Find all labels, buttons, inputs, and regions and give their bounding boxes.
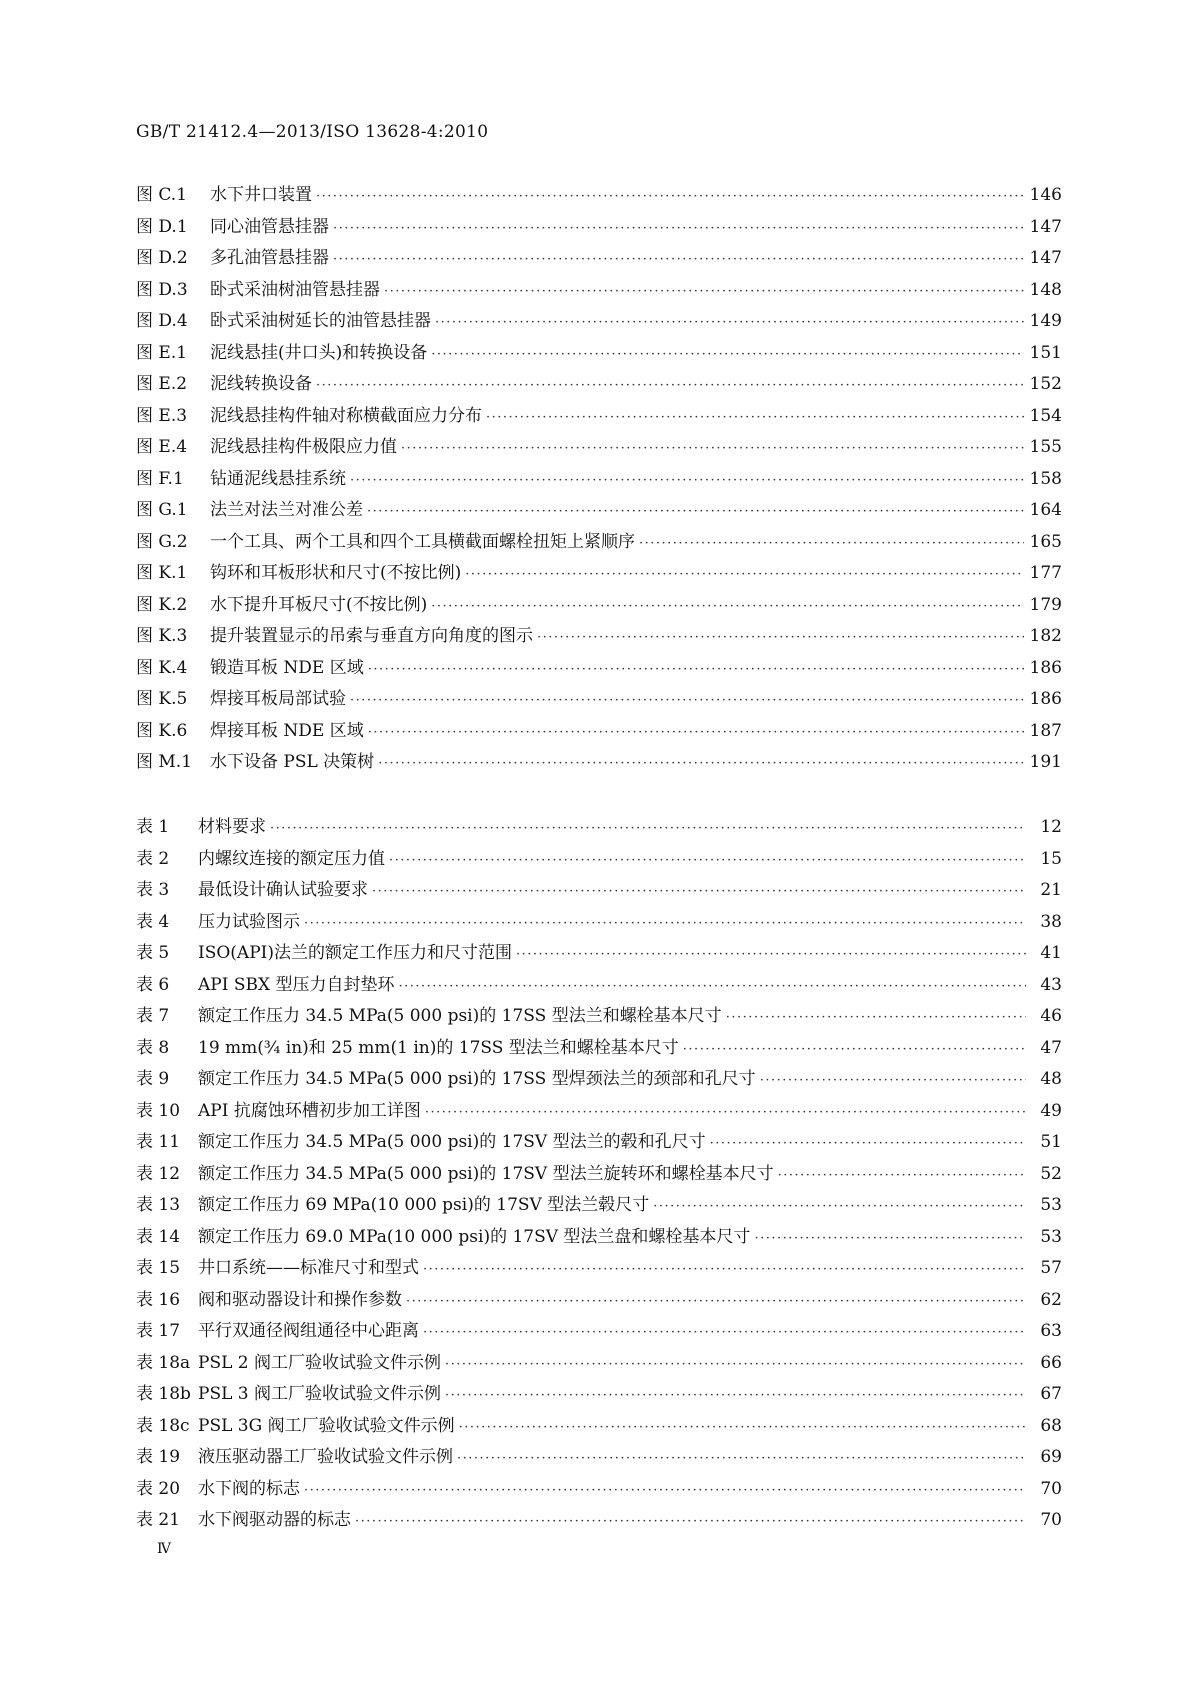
entry-label: 图 E.2 bbox=[136, 374, 188, 394]
page-number: Ⅳ bbox=[157, 1541, 171, 1557]
leader-dots bbox=[457, 1451, 1026, 1466]
leader-dots bbox=[431, 599, 1023, 614]
leader-dots bbox=[355, 1514, 1026, 1529]
entry-label: 表 16 bbox=[136, 1289, 181, 1310]
entry-title: 泥线悬挂构件轴对称横截面应力分布 bbox=[210, 405, 482, 426]
leader-dots bbox=[368, 725, 1024, 740]
entry-label: 表 2 bbox=[136, 848, 170, 869]
table-entry[interactable] bbox=[136, 970, 1062, 1002]
figure-entry[interactable] bbox=[136, 684, 1062, 716]
entry-label: 图 E.1 bbox=[136, 342, 188, 363]
entry-page-number: 12 bbox=[1040, 817, 1062, 837]
table-entry[interactable] bbox=[136, 1316, 1062, 1348]
figure-entry[interactable] bbox=[136, 527, 1062, 559]
entry-page-number: 154 bbox=[1029, 405, 1062, 426]
table-entry[interactable] bbox=[136, 875, 1062, 907]
figure-entry[interactable] bbox=[136, 464, 1062, 496]
table-entry[interactable] bbox=[136, 1253, 1062, 1285]
table-entry[interactable] bbox=[136, 1379, 1062, 1411]
entry-title: 泥线悬挂(井口头)和转换设备 bbox=[210, 342, 428, 363]
entry-title: API SBX 型压力自封垫环 bbox=[198, 974, 395, 995]
entry-page-number: 38 bbox=[1040, 911, 1062, 932]
entry-page-number: 186 bbox=[1029, 689, 1062, 709]
entry-label: 图 K.6 bbox=[136, 720, 188, 741]
table-entry[interactable] bbox=[136, 1159, 1062, 1191]
leader-dots bbox=[316, 189, 1024, 204]
table-entry[interactable] bbox=[136, 1096, 1062, 1128]
table-entry[interactable] bbox=[136, 1411, 1062, 1443]
entry-page-number: 182 bbox=[1029, 626, 1062, 646]
figure-entry[interactable] bbox=[136, 495, 1062, 527]
entry-title: 额定工作压力 69.0 MPa(10 000 psi)的 17SV 型法兰盘和螺栓基本尺寸 bbox=[198, 1226, 751, 1247]
entry-title: 水下阀驱动器的标志 bbox=[198, 1510, 351, 1530]
entry-page-number: 187 bbox=[1029, 720, 1062, 741]
leader-dots bbox=[710, 1136, 1026, 1151]
entry-title: 卧式采油树延长的油管悬挂器 bbox=[210, 311, 431, 331]
entry-page-number: 158 bbox=[1029, 468, 1062, 489]
table-entry[interactable] bbox=[136, 1474, 1062, 1506]
entry-label: 图 D.3 bbox=[136, 279, 188, 300]
entry-page-number: 41 bbox=[1040, 943, 1062, 963]
entry-label: 表 6 bbox=[136, 974, 170, 995]
entry-page-number: 146 bbox=[1029, 185, 1062, 205]
entry-title: 压力试验图示 bbox=[198, 911, 300, 932]
entry-page-number: 53 bbox=[1040, 1195, 1062, 1215]
leader-dots bbox=[459, 1420, 1026, 1435]
entry-title: 额定工作压力 34.5 MPa(5 000 psi)的 17SS 型法兰和螺栓基本尺寸 bbox=[198, 1006, 722, 1026]
entry-page-number: 62 bbox=[1040, 1289, 1062, 1310]
entry-title: 法兰对法兰对准公差 bbox=[210, 500, 363, 520]
entry-title: 钻通泥线悬挂系统 bbox=[210, 468, 346, 489]
figure-entry[interactable] bbox=[136, 621, 1062, 653]
table-entry[interactable] bbox=[136, 812, 1062, 844]
entry-label: 表 13 bbox=[136, 1195, 181, 1215]
entry-page-number: 15 bbox=[1040, 848, 1062, 869]
entry-label: 图 D.4 bbox=[136, 311, 188, 331]
entry-page-number: 63 bbox=[1040, 1321, 1062, 1341]
table-list bbox=[136, 812, 1062, 1537]
entry-page-number: 43 bbox=[1040, 974, 1062, 995]
entry-label: 表 12 bbox=[136, 1163, 181, 1184]
entry-label: 图 F.1 bbox=[136, 468, 184, 489]
entry-title: 平行双通径阀组通径中心距离 bbox=[198, 1321, 419, 1341]
figure-list bbox=[136, 180, 1062, 779]
leader-dots bbox=[333, 252, 1024, 267]
leader-dots bbox=[445, 1357, 1026, 1372]
entry-page-number: 70 bbox=[1040, 1478, 1062, 1499]
leader-dots bbox=[398, 979, 1026, 994]
leader-dots bbox=[778, 1168, 1026, 1183]
entry-page-number: 49 bbox=[1040, 1100, 1062, 1121]
entry-title: 内螺纹连接的额定压力值 bbox=[198, 848, 385, 869]
entry-label: 图 C.1 bbox=[136, 185, 188, 205]
leader-dots bbox=[378, 756, 1023, 771]
entry-page-number: 67 bbox=[1040, 1384, 1062, 1404]
entry-label: 图 K.5 bbox=[136, 689, 188, 709]
figure-entry[interactable] bbox=[136, 212, 1062, 244]
entry-page-number: 149 bbox=[1029, 311, 1062, 331]
figure-entry[interactable] bbox=[136, 243, 1062, 275]
entry-title: 19 mm(¾ in)和 25 mm(1 in)的 17SS 型法兰和螺栓基本尺寸 bbox=[198, 1037, 679, 1058]
figure-entry[interactable] bbox=[136, 338, 1062, 370]
entry-title: 额定工作压力 34.5 MPa(5 000 psi)的 17SS 型焊颈法兰的颈部和孔尺寸 bbox=[198, 1069, 756, 1089]
leader-dots bbox=[754, 1231, 1026, 1246]
entry-title: 泥线悬挂构件极限应力值 bbox=[210, 437, 397, 457]
entry-title: 同心油管悬挂器 bbox=[210, 216, 329, 237]
entry-title: 泥线转换设备 bbox=[210, 374, 312, 394]
leader-dots bbox=[445, 1388, 1026, 1403]
entry-title: 一个工具、两个工具和四个工具横截面螺栓扭矩上紧顺序 bbox=[210, 531, 635, 552]
figure-entry[interactable] bbox=[136, 590, 1062, 622]
leader-dots bbox=[384, 284, 1024, 299]
entry-title: 水下提升耳板尺寸(不按比例) bbox=[210, 594, 428, 615]
table-entry[interactable] bbox=[136, 907, 1062, 939]
table-entry[interactable] bbox=[136, 844, 1062, 876]
table-entry[interactable] bbox=[136, 1033, 1062, 1065]
leader-dots bbox=[516, 947, 1026, 962]
entry-label: 表 8 bbox=[136, 1037, 170, 1058]
leader-dots bbox=[372, 884, 1026, 899]
table-entry[interactable] bbox=[136, 1001, 1062, 1033]
entry-label: 图 K.2 bbox=[136, 594, 188, 615]
leader-dots bbox=[726, 1010, 1026, 1025]
entry-label: 表 19 bbox=[136, 1447, 181, 1467]
entry-label: 图 K.1 bbox=[136, 563, 188, 583]
table-entry[interactable] bbox=[136, 938, 1062, 970]
leader-dots bbox=[406, 1294, 1026, 1309]
entry-title: 井口系统——标准尺寸和型式 bbox=[198, 1258, 419, 1278]
entry-page-number: 70 bbox=[1040, 1510, 1062, 1530]
entry-title: 额定工作压力 34.5 MPa(5 000 psi)的 17SV 型法兰的毂和孔尺寸 bbox=[198, 1132, 706, 1152]
entry-label: 图 K.3 bbox=[136, 626, 188, 646]
entry-title: 阀和驱动器设计和操作参数 bbox=[198, 1289, 402, 1310]
entry-page-number: 165 bbox=[1029, 531, 1062, 552]
entry-label: 表 17 bbox=[136, 1321, 181, 1341]
entry-label: 表 21 bbox=[136, 1510, 181, 1530]
entry-label: 表 18c bbox=[136, 1415, 190, 1436]
entry-page-number: 51 bbox=[1040, 1132, 1062, 1152]
entry-label: 表 14 bbox=[136, 1226, 181, 1247]
entry-label: 表 20 bbox=[136, 1478, 181, 1499]
leader-dots bbox=[431, 347, 1023, 362]
entry-label: 图 G.1 bbox=[136, 500, 188, 520]
figure-entry[interactable] bbox=[136, 432, 1062, 464]
entry-label: 表 1 bbox=[136, 817, 170, 837]
entry-label: 表 4 bbox=[136, 911, 170, 932]
entry-title: PSL 2 阀工厂验收试验文件示例 bbox=[198, 1352, 441, 1373]
entry-title: PSL 3G 阀工厂验收试验文件示例 bbox=[198, 1415, 455, 1436]
figure-entry[interactable] bbox=[136, 401, 1062, 433]
figure-entry[interactable] bbox=[136, 747, 1062, 779]
entry-label: 表 18a bbox=[136, 1352, 191, 1373]
entry-page-number: 191 bbox=[1029, 752, 1062, 772]
figure-entry[interactable] bbox=[136, 716, 1062, 748]
entry-title: 卧式采油树油管悬挂器 bbox=[210, 279, 380, 300]
entry-label: 图 K.4 bbox=[136, 657, 188, 678]
table-entry[interactable] bbox=[136, 1348, 1062, 1380]
leader-dots bbox=[423, 1325, 1026, 1340]
entry-title: 锻造耳板 NDE 区域 bbox=[210, 657, 364, 678]
entry-label: 图 M.1 bbox=[136, 752, 193, 772]
leader-dots bbox=[316, 378, 1024, 393]
table-entry[interactable] bbox=[136, 1127, 1062, 1159]
leader-dots bbox=[423, 1262, 1026, 1277]
leader-dots bbox=[537, 630, 1024, 645]
entry-title: ISO(API)法兰的额定工作压力和尺寸范围 bbox=[198, 943, 512, 963]
figure-entry[interactable] bbox=[136, 180, 1062, 212]
entry-page-number: 47 bbox=[1040, 1037, 1062, 1058]
entry-title: 材料要求 bbox=[198, 817, 266, 837]
leader-dots bbox=[486, 410, 1024, 425]
leader-dots bbox=[401, 441, 1024, 456]
leader-dots bbox=[270, 821, 1026, 836]
table-entry[interactable] bbox=[136, 1190, 1062, 1222]
entry-title: 液压驱动器工厂验收试验文件示例 bbox=[198, 1447, 453, 1467]
entry-label: 表 7 bbox=[136, 1006, 170, 1026]
leader-dots bbox=[653, 1199, 1026, 1214]
table-entry[interactable] bbox=[136, 1285, 1062, 1317]
table-entry[interactable] bbox=[136, 1222, 1062, 1254]
figure-entry[interactable] bbox=[136, 275, 1062, 307]
entry-title: 提升装置显示的吊索与垂直方向角度的图示 bbox=[210, 626, 533, 646]
leader-dots bbox=[333, 221, 1024, 236]
entry-title: 最低设计确认试验要求 bbox=[198, 880, 368, 900]
leader-dots bbox=[304, 916, 1026, 931]
leader-dots bbox=[367, 504, 1024, 519]
entry-page-number: 21 bbox=[1040, 880, 1062, 900]
entry-page-number: 148 bbox=[1029, 279, 1062, 300]
entry-page-number: 46 bbox=[1040, 1006, 1062, 1026]
entry-page-number: 66 bbox=[1040, 1352, 1062, 1373]
entry-title: PSL 3 阀工厂验收试验文件示例 bbox=[198, 1384, 441, 1404]
standard-code-header: GB/T 21412.4—2013/ISO 13628-4:2010 bbox=[136, 122, 489, 142]
entry-page-number: 48 bbox=[1040, 1069, 1062, 1089]
entry-title: API 抗腐蚀环槽初步加工详图 bbox=[198, 1100, 421, 1121]
leader-dots bbox=[639, 536, 1024, 551]
entry-title: 水下井口装置 bbox=[210, 185, 312, 205]
figure-entry[interactable] bbox=[136, 369, 1062, 401]
entry-page-number: 164 bbox=[1029, 500, 1062, 520]
entry-label: 图 G.2 bbox=[136, 531, 188, 552]
entry-label: 表 9 bbox=[136, 1069, 170, 1089]
figure-entry[interactable] bbox=[136, 653, 1062, 685]
entry-title: 多孔油管悬挂器 bbox=[210, 248, 329, 268]
entry-label: 表 3 bbox=[136, 880, 170, 900]
leader-dots bbox=[760, 1073, 1026, 1088]
leader-dots bbox=[435, 315, 1024, 330]
entry-page-number: 69 bbox=[1040, 1447, 1062, 1467]
entry-title: 额定工作压力 34.5 MPa(5 000 psi)的 17SV 型法兰旋转环和螺栓基本尺寸 bbox=[198, 1163, 774, 1184]
leader-dots bbox=[350, 473, 1024, 488]
figure-entry[interactable] bbox=[136, 306, 1062, 338]
entry-page-number: 147 bbox=[1029, 216, 1062, 237]
entry-page-number: 151 bbox=[1029, 342, 1062, 363]
entry-title: 水下阀的标志 bbox=[198, 1478, 300, 1499]
entry-page-number: 155 bbox=[1029, 437, 1062, 457]
entry-page-number: 152 bbox=[1029, 374, 1062, 394]
entry-label: 表 15 bbox=[136, 1258, 181, 1278]
leader-dots bbox=[389, 853, 1026, 868]
entry-page-number: 177 bbox=[1029, 563, 1062, 583]
entry-label: 图 E.4 bbox=[136, 437, 188, 457]
leader-dots bbox=[683, 1042, 1026, 1057]
entry-title: 水下设备 PSL 决策树 bbox=[210, 752, 375, 772]
entry-page-number: 68 bbox=[1040, 1415, 1062, 1436]
entry-page-number: 179 bbox=[1029, 594, 1062, 615]
entry-page-number: 57 bbox=[1040, 1258, 1062, 1278]
entry-label: 表 18b bbox=[136, 1384, 191, 1404]
entry-page-number: 53 bbox=[1040, 1226, 1062, 1247]
entry-page-number: 186 bbox=[1029, 657, 1062, 678]
entry-label: 表 10 bbox=[136, 1100, 181, 1121]
leader-dots bbox=[304, 1483, 1026, 1498]
entry-label: 图 D.2 bbox=[136, 248, 188, 268]
entry-title: 焊接耳板 NDE 区域 bbox=[210, 720, 364, 741]
entry-label: 表 5 bbox=[136, 943, 170, 963]
table-entry[interactable] bbox=[136, 1505, 1062, 1537]
entry-title: 额定工作压力 69 MPa(10 000 psi)的 17SV 型法兰毂尺寸 bbox=[198, 1195, 650, 1215]
leader-dots bbox=[425, 1105, 1026, 1120]
entry-title: 焊接耳板局部试验 bbox=[210, 689, 346, 709]
figure-entry[interactable] bbox=[136, 558, 1062, 590]
entry-label: 图 E.3 bbox=[136, 405, 188, 426]
leader-dots bbox=[465, 567, 1023, 582]
leader-dots bbox=[350, 693, 1024, 708]
entry-label: 表 11 bbox=[136, 1132, 181, 1152]
table-entry[interactable] bbox=[136, 1442, 1062, 1474]
entry-title: 钩环和耳板形状和尺寸(不按比例) bbox=[210, 563, 462, 583]
entry-page-number: 52 bbox=[1040, 1163, 1062, 1184]
table-entry[interactable] bbox=[136, 1064, 1062, 1096]
entry-page-number: 147 bbox=[1029, 248, 1062, 268]
leader-dots bbox=[368, 662, 1024, 677]
entry-label: 图 D.1 bbox=[136, 216, 188, 237]
